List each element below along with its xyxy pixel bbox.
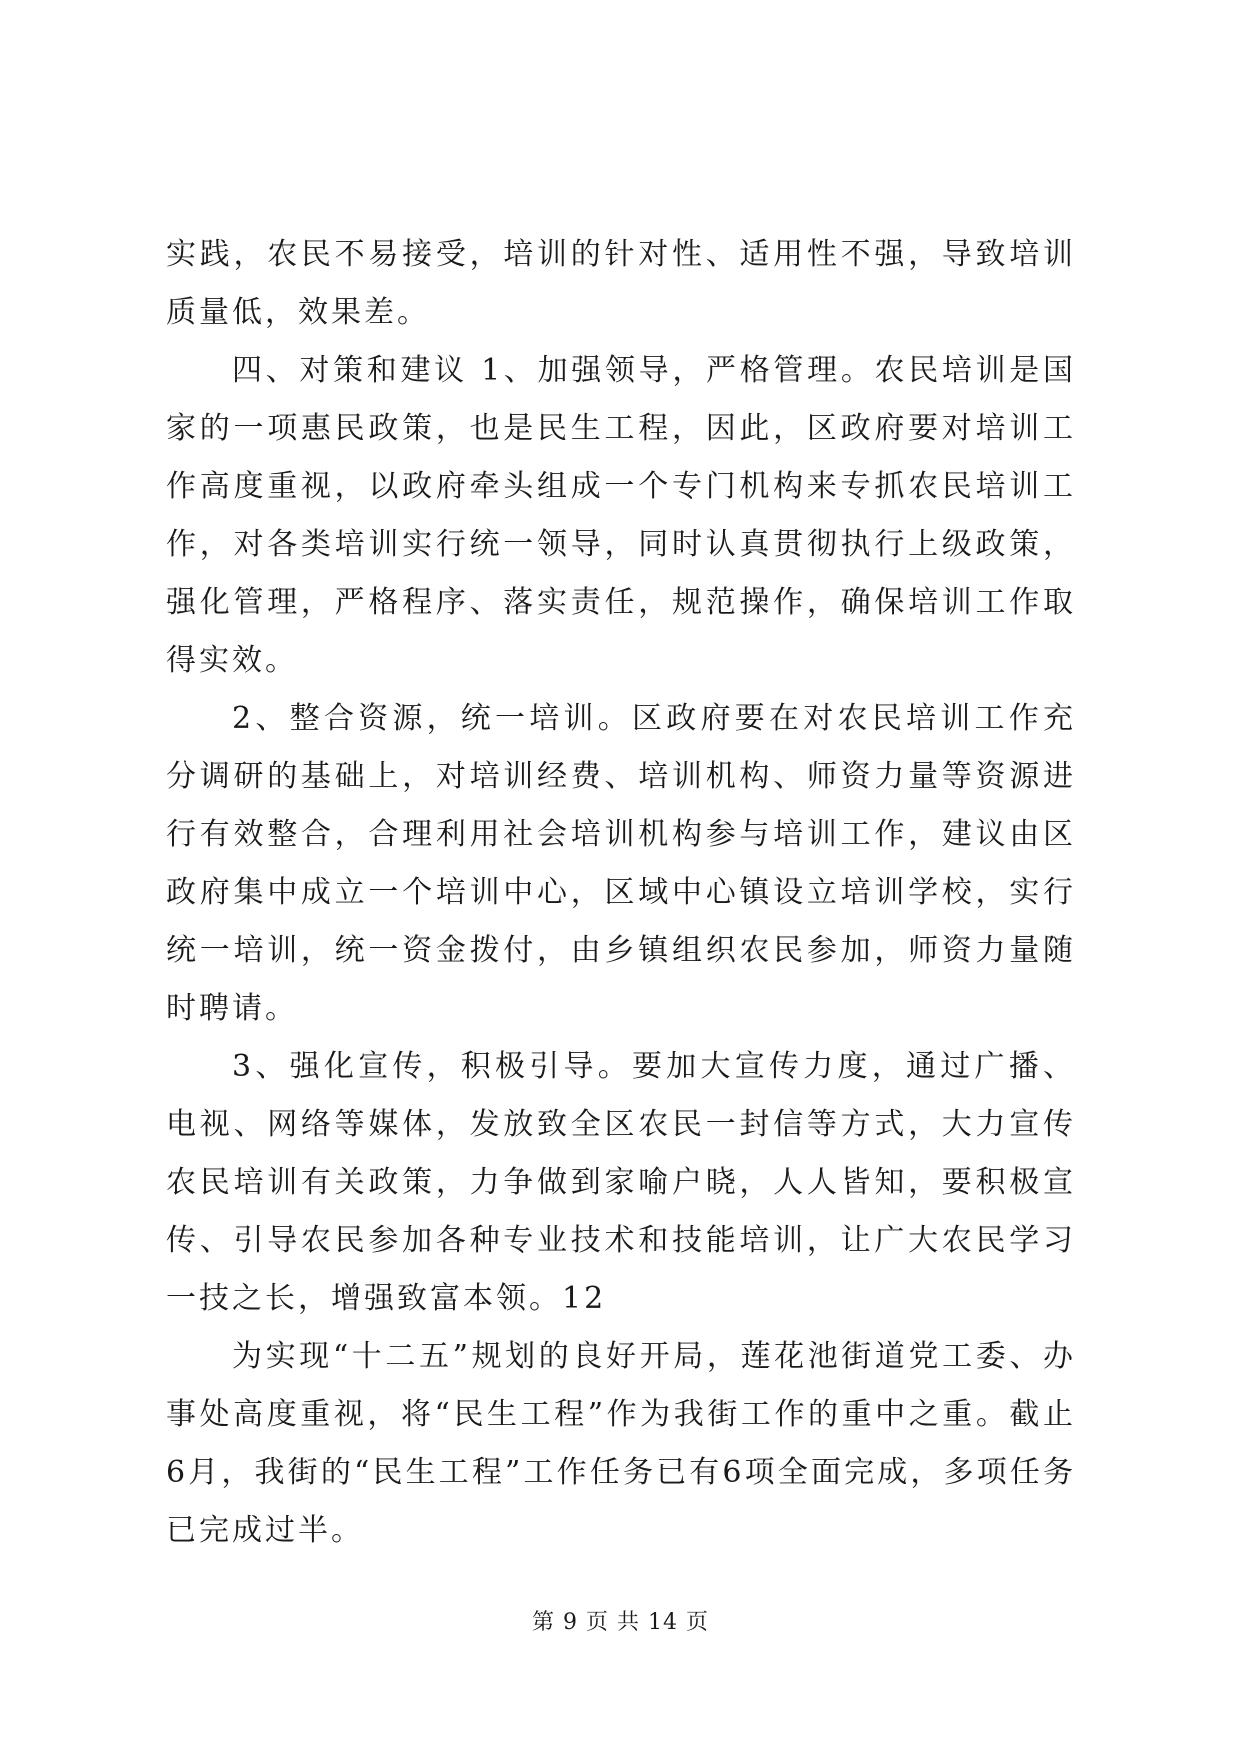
- paragraph-livelihood-project: 为实现“十二五”规划的良好开局，莲花池街道党工委、办事处高度重视，将“民生工程”作为我街工作的重中之重。截止6月，我街的“民生工程”工作任务已有6项全面完成，多项任务已完成过半。: [166, 1339, 1076, 1548]
- document-body: [166, 226, 1076, 1560]
- paragraph-continuation: 实践，农民不易接受，培训的针对性、适用性不强，导致培训质量低，效果差。: [166, 237, 1076, 330]
- paragraph-publicity-guidance: 3、强化宣传，积极引导。要加大宣传力度，通过广播、电视、网络等媒体，发放致全区农民一封信等方式，大力宣传农民培训有关政策，力争做到家喻户晓，人人皆知，要积极宣传、引导农民参加各种专业技术和技能培训，让广大农民学习一技之长，增强致富本领。12: [166, 1049, 1076, 1316]
- page-footer: 第 9 页 共 14 页: [532, 1610, 709, 1635]
- paragraph-countermeasures-leadership: 四、对策和建议 1、加强领导，严格管理。农民培训是国家的一项惠民政策，也是民生工程，因此，区政府要对培训工作高度重视，以政府牵头组成一个专门机构来专抓农民培训工作，对各类培训实行统一领导，同时认真贯彻执行上级政策，强化管理，严格程序、落实责任，规范操作，确保培训工作取得实效。: [166, 353, 1076, 678]
- paragraph-integrate-resources: 2、整合资源，统一培训。区政府要在对农民培训工作充分调研的基础上，对培训经费、培训机构、师资力量等资源进行有效整合，合理利用社会培训机构参与培训工作，建议由区政府集中成立一个培训中心，区域中心镇设立培训学校，实行统一培训，统一资金拨付，由乡镇组织农民参加，师资力量随时聘请。: [166, 701, 1076, 1026]
